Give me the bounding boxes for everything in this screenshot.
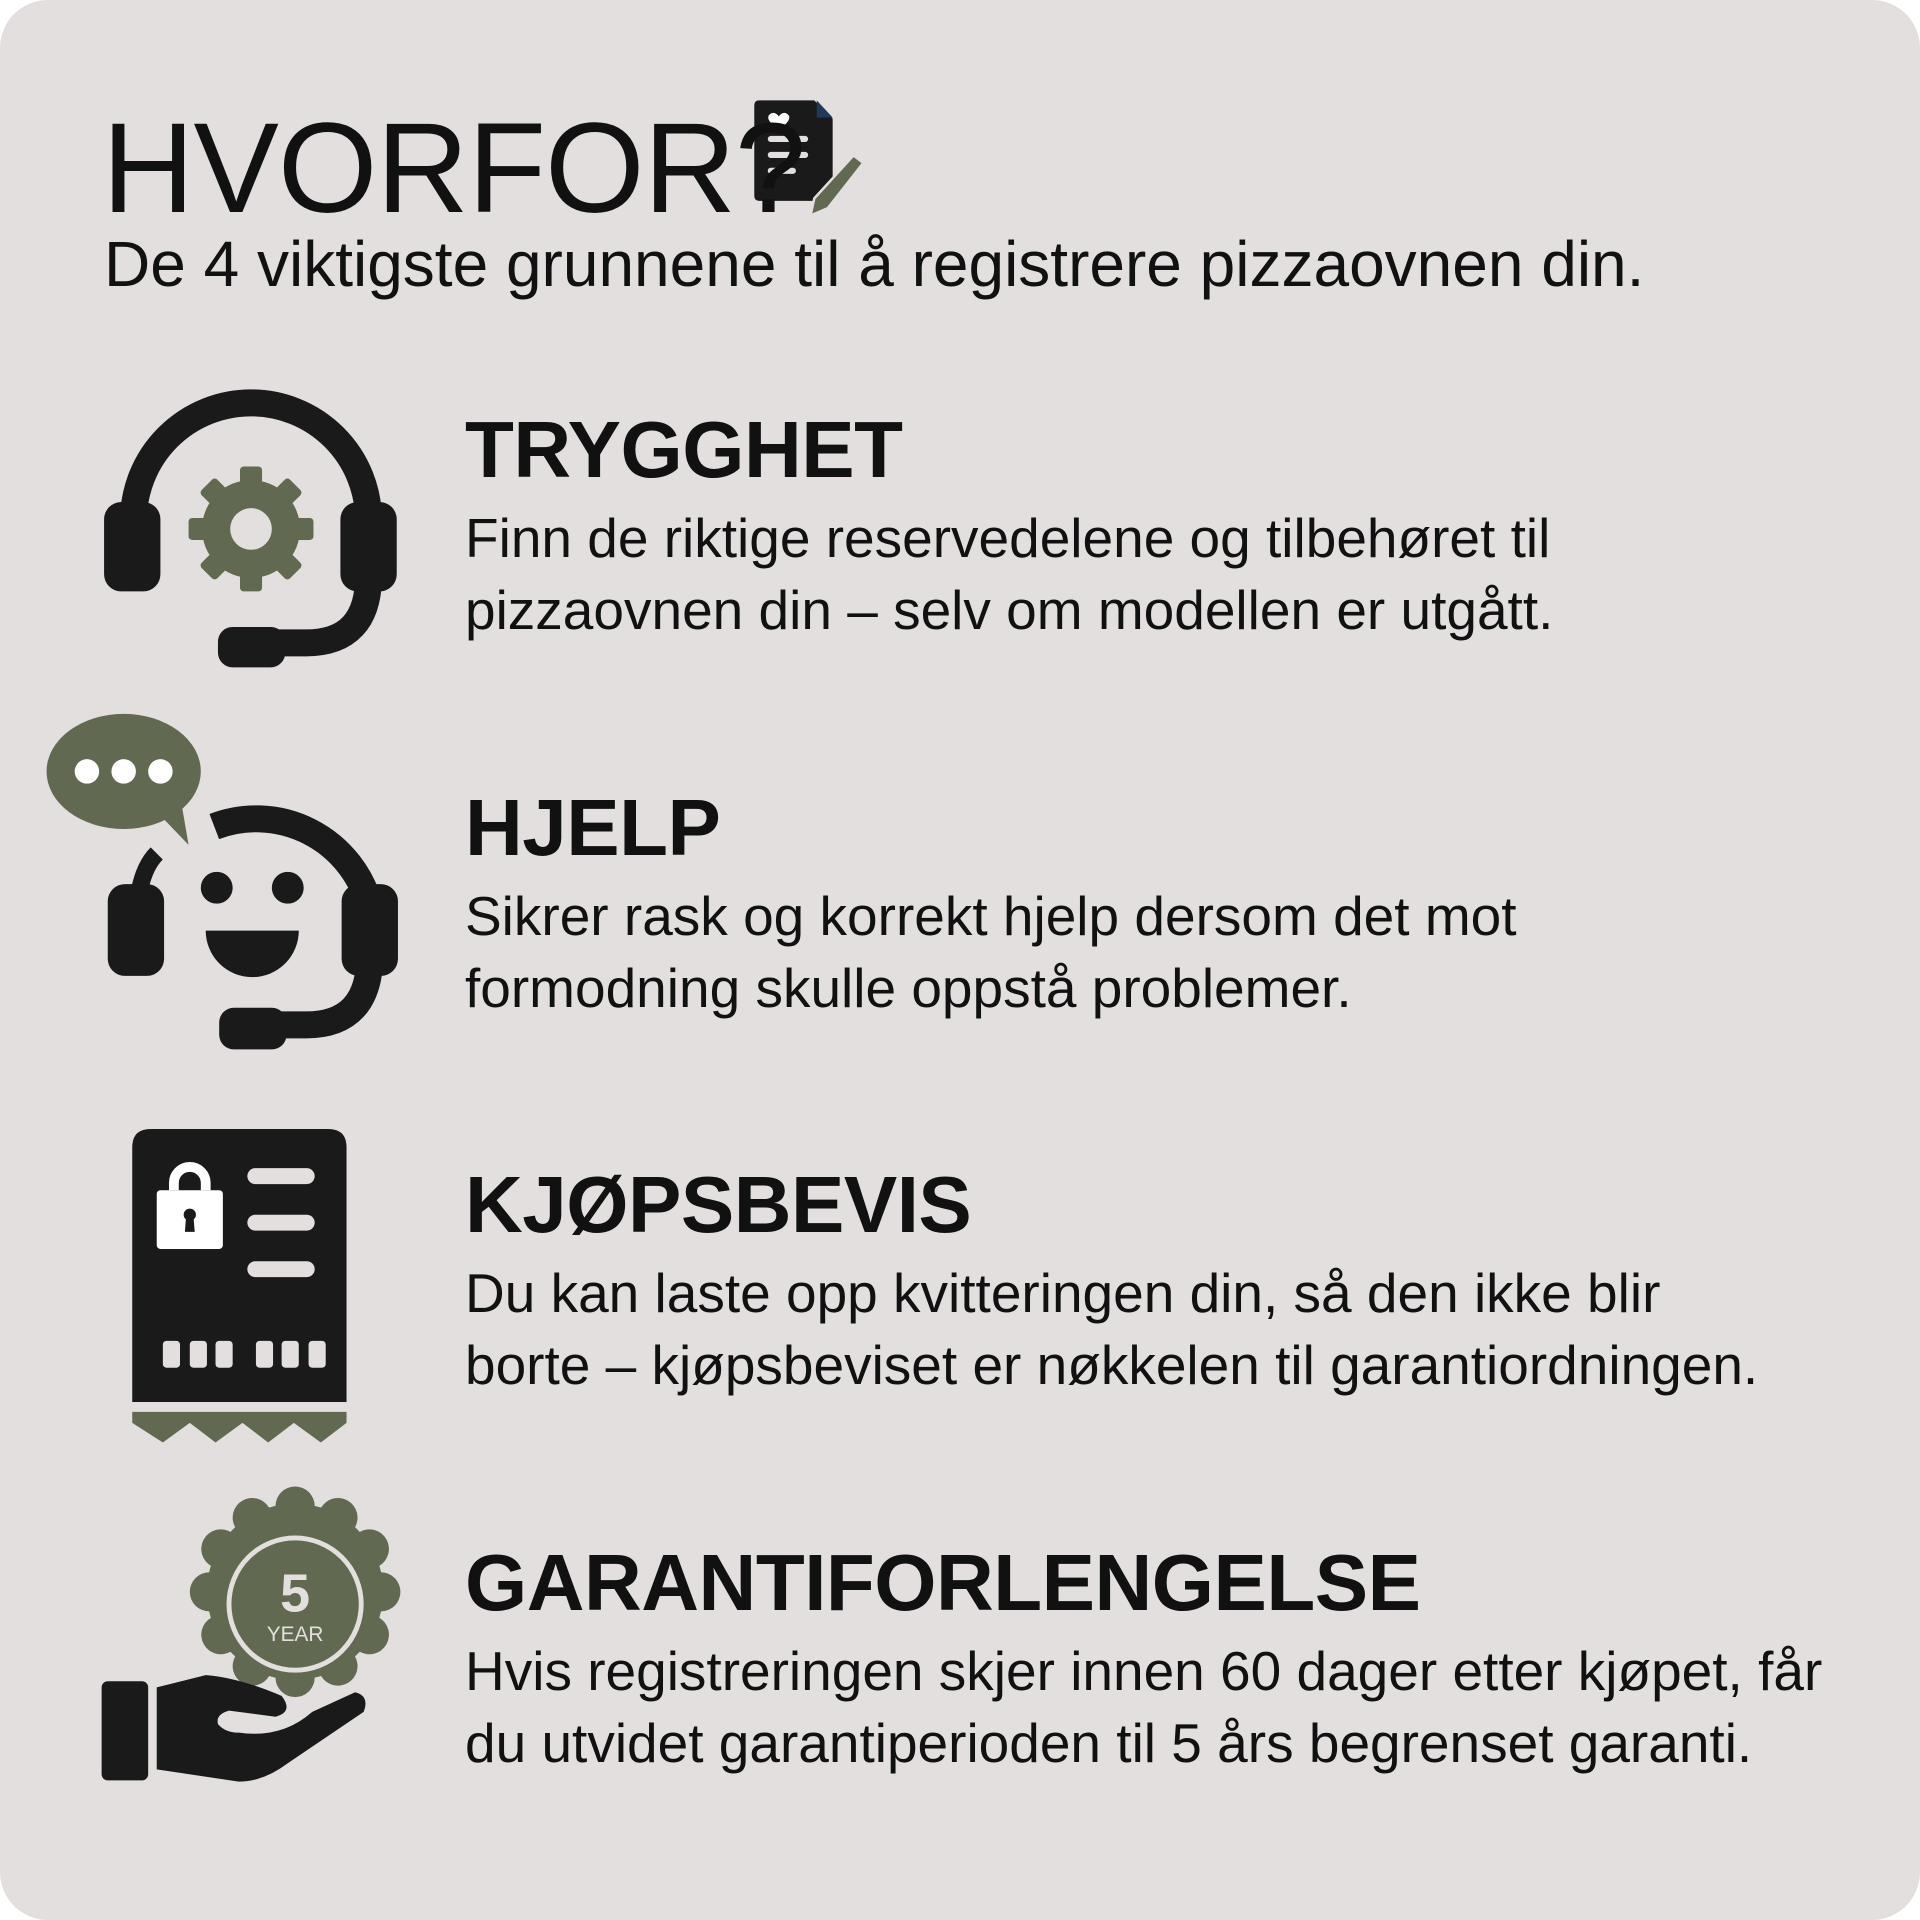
reason-body: Du kan laste opp kvitteringen din, så den ikke blir borte – kjøpsbeviset er nøkkelen til garantiordningen. [465,1262,1759,1396]
receipt-lock-icon [132,1129,346,1442]
reason-heading: KJØPSBEVIS [465,1160,972,1249]
reason-heading: TRYGGHET [465,405,903,494]
reason-body: Sikrer rask og korrekt hjelp dersom det mot formodning skulle oppstå problemer. [465,885,1517,1019]
reason-hjelp [465,783,1895,1024]
reason-garantiforlengelse [465,1538,1895,1779]
headset-gear-icon [104,403,397,667]
reason-heading: GARANTIFORLENGELSE [465,1538,1421,1627]
support-chat-icon [47,714,398,1050]
reason-trygghet [465,405,1895,646]
page-title: HVORFOR? [102,97,806,240]
reason-body: Hvis registreringen skjer innen 60 dager etter kjøpet, får du utvidet garantiperioden til 5 års begrenset garanti. [465,1640,1823,1774]
reason-body: Finn de riktige reservedelene og tilbehøret til pizzaovnen din – selv om modellen er utgått. [465,507,1554,641]
page-subtitle: De 4 viktigste grunnene til å registrere pizzaovnen din. [104,228,1645,300]
warranty-badge-icon [102,1487,401,1782]
reason-heading: HJELP [465,783,721,872]
badge-number: 5 [280,1563,311,1624]
badge-label: YEAR [266,1622,324,1646]
reason-kjopsbevis [465,1160,1895,1401]
